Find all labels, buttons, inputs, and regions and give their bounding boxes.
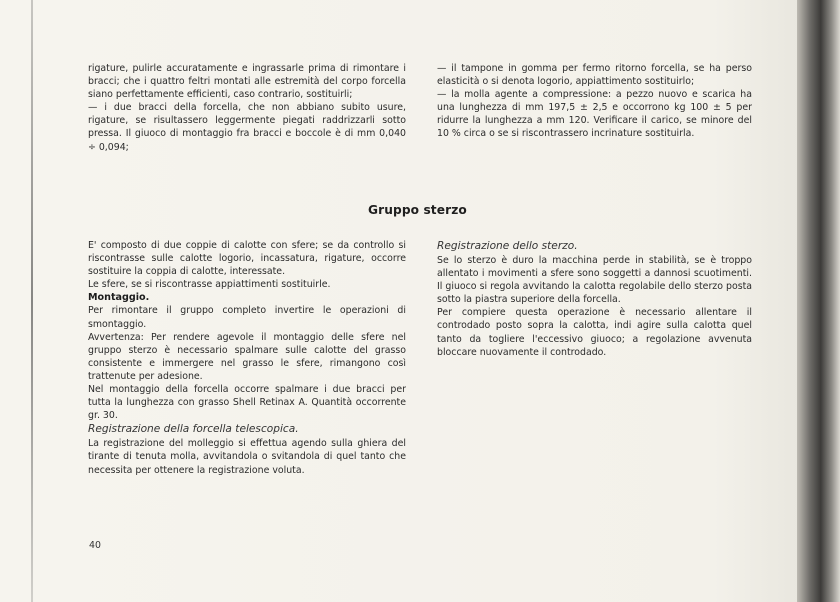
subsection-heading: Registrazione dello sterzo.: [437, 240, 578, 252]
page-edge-shadow: [797, 0, 840, 602]
paragraph: Per compiere questa operazione è necessario allentare il controdado posto sopra la calotta, indi agire sulla calotta quel tanto da togliere l'eccessivo giuoco; a regolazione avvenuta bloccare nuovamente il controdado.: [437, 307, 752, 358]
paragraph: — i due bracci della forcella, che non abbiano subito usure, rigature, se risultassero leggermente piegati raddrizzarli sotto pressa. Il giuoco di montaggio fra bracci e boccole è di mm 0,040 ÷ 0,094;: [88, 102, 406, 153]
paragraph: Avvertenza: Per rendere agevole il montaggio delle sfere nel gruppo sterzo è necessario spalmare sulle calotte del grasso consistente e immergere nel grasso le sfere, rimangono così trattenute per adesione.: [88, 331, 406, 382]
subsection-heading: Montaggio.: [88, 292, 150, 304]
paragraph: — la molla agente a compressione: a pezzo nuovo e scarica ha una lunghezza di mm 197,5 ± 2,5 e occorrono kg 100 ± 5 per ridurre la lunghezza a mm 120. Verificare il carico, se minore del 10 % circa o se si riscontrassero incrinature sostituirla.: [437, 89, 752, 140]
subsection-heading: Registrazione della forcella telescopica.: [88, 423, 299, 436]
paragraph: La registrazione del molleggio si effettua agendo sulla ghiera del tirante di tenuta molla, avvitandola o svitandola di quel tanto che necessita per ottenere la registrazione voluta.: [88, 438, 406, 476]
section-title: Gruppo sterzo: [368, 203, 467, 217]
left-column-bottom: [88, 239, 406, 477]
paragraph: — il tampone in gomma per fermo ritorno forcella, se ha perso elasticità o si denota logorio, appiattimento sostituirlo;: [437, 63, 752, 88]
paragraph: Se lo sterzo è duro la macchina perde in stabilità, se è troppo allentato i movimenti a sfere sono soggetti a dannosi scuotimenti. Il giuoco si regola avvitando la calotta regolabile dello sterzo posta sotto la piastra superiore della forcella.: [437, 255, 752, 306]
paragraph: E' composto di due coppie di calotte con sfere; se da controllo si riscontrasse sulle calotte logorio, incassatura, rigature, occorre sostituire la coppia di calotte, interessate.: [88, 240, 406, 278]
paragraph: Le sfere, se si riscontrasse appiattimenti sostituirle.: [88, 279, 331, 291]
page-binding-shadow: [31, 0, 33, 602]
right-column-top: [437, 62, 752, 141]
paragraph: Nel montaggio della forcella occorre spalmare i due bracci per tutta la lunghezza con grasso Shell Retinax A. Quantità occorrente gr. 30.: [88, 384, 406, 422]
paragraph: rigature, pulirle accuratamente e ingrassarle prima di rimontare i bracci; che i quattro feltri montati alle estremità del corpo forcella siano perfettamente efficienti, caso contrario, sostituirli;: [88, 63, 406, 101]
left-column-top: [88, 62, 406, 154]
paragraph: Per rimontare il gruppo completo invertire le operazioni di smontaggio.: [88, 305, 406, 330]
right-column-bottom: [437, 239, 752, 359]
page-number: 40: [89, 540, 101, 551]
